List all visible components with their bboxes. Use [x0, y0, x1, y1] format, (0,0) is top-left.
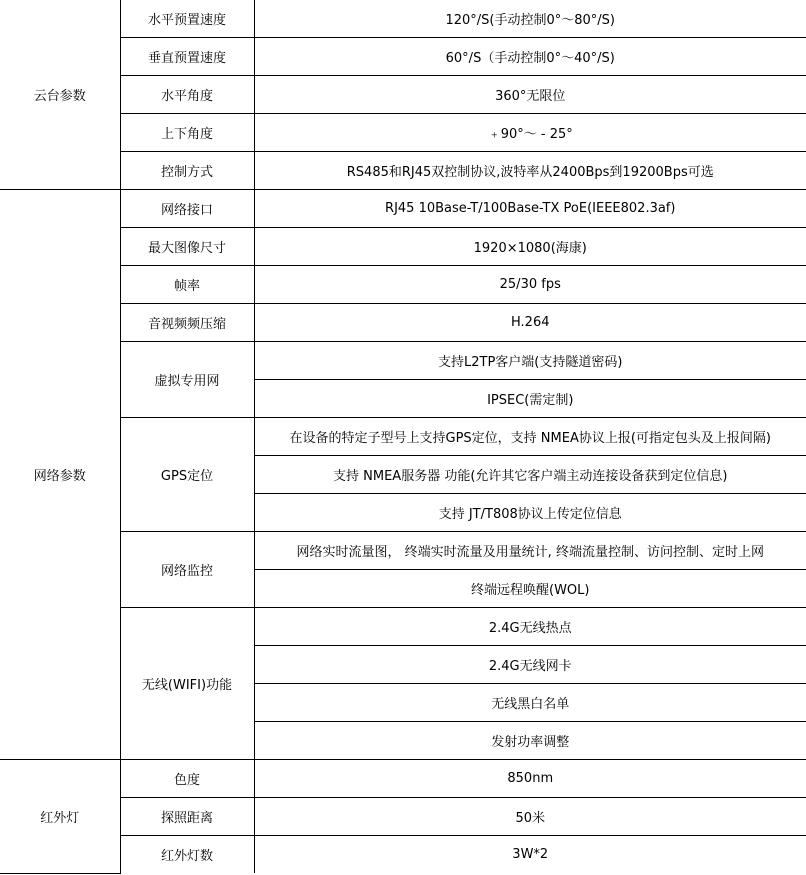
table-row — [0, 76, 806, 114]
parameter-name-cell: 色度 — [120, 760, 254, 798]
parameter-value-cell: 850nm — [254, 760, 806, 798]
table-row — [0, 836, 806, 874]
parameter-value-cell: 60°/S（手动控制0°～40°/S) — [254, 38, 806, 76]
parameter-name-cell: 探照距离 — [120, 798, 254, 836]
table-row — [0, 532, 806, 570]
parameter-value-cell: 2.4G无线热点 — [254, 608, 806, 646]
category-cell: 红外灯 — [0, 760, 120, 874]
parameter-value-cell: 在设备的特定子型号上支持GPS定位，支持 NMEA协议上报(可指定包头及上报间隔) — [254, 418, 806, 456]
parameter-value-cell: ﹢90°～ - 25° — [254, 114, 806, 152]
parameter-value-cell: RS485和RJ45双控制协议,波特率从2400Bps到19200Bps可选 — [254, 152, 806, 190]
parameter-value-cell: 2.4G无线网卡 — [254, 646, 806, 684]
parameter-value-cell: 120°/S(手动控制0°～80°/S) — [254, 0, 806, 38]
parameter-name-cell: 无线(WIFI)功能 — [120, 608, 254, 760]
parameter-name-cell: GPS定位 — [120, 418, 254, 532]
table-row — [0, 266, 806, 304]
parameter-value-cell: 支持L2TP客户端(支持隧道密码) — [254, 342, 806, 380]
parameter-name-cell: 帧率 — [120, 266, 254, 304]
parameter-name-cell: 水平角度 — [120, 76, 254, 114]
table-row — [0, 798, 806, 836]
parameter-value-cell: 支持 NMEA服务器 功能(允许其它客户端主动连接设备获到定位信息) — [254, 456, 806, 494]
table-row — [0, 114, 806, 152]
parameter-value-cell: 3W*2 — [254, 836, 806, 874]
parameter-name-cell: 上下角度 — [120, 114, 254, 152]
table-row — [0, 608, 806, 646]
parameter-name-cell: 虚拟专用网 — [120, 342, 254, 418]
parameter-name-cell: 红外灯数 — [120, 836, 254, 874]
parameter-value-cell: IPSEC(需定制) — [254, 380, 806, 418]
parameter-value-cell: 终端远程唤醒(WOL) — [254, 570, 806, 608]
parameter-value-cell: 网络实时流量图， 终端实时流量及用量统计, 终端流量控制、访问控制、定时上网 — [254, 532, 806, 570]
parameter-value-cell: 支持 JT/T808协议上传定位信息 — [254, 494, 806, 532]
parameter-value-cell: 50米 — [254, 798, 806, 836]
parameter-value-cell: 发射功率调整 — [254, 722, 806, 760]
category-cell: 网络参数 — [0, 190, 120, 760]
parameter-value-cell: 无线黑白名单 — [254, 684, 806, 722]
table-row — [0, 418, 806, 456]
table-row — [0, 190, 806, 228]
parameter-name-cell: 网络接口 — [120, 190, 254, 228]
parameter-value-cell: RJ45 10Base-T/100Base-TX PoE(IEEE802.3af) — [254, 190, 806, 228]
table-row — [0, 38, 806, 76]
parameter-name-cell: 控制方式 — [120, 152, 254, 190]
parameter-value-cell: 25/30 fps — [254, 266, 806, 304]
table-row — [0, 0, 806, 38]
table-row — [0, 304, 806, 342]
table-row — [0, 152, 806, 190]
parameter-name-cell: 最大图像尺寸 — [120, 228, 254, 266]
table-row — [0, 342, 806, 380]
parameter-name-cell: 水平预置速度 — [120, 0, 254, 38]
parameter-name-cell: 音视频频压缩 — [120, 304, 254, 342]
parameter-name-cell: 垂直预置速度 — [120, 38, 254, 76]
parameter-name-cell: 网络监控 — [120, 532, 254, 608]
category-cell: 云台参数 — [0, 0, 120, 190]
table-row — [0, 228, 806, 266]
parameter-value-cell: H.264 — [254, 304, 806, 342]
parameter-value-cell: 360°无限位 — [254, 76, 806, 114]
parameter-value-cell: 1920×1080(海康) — [254, 228, 806, 266]
table-row — [0, 760, 806, 798]
